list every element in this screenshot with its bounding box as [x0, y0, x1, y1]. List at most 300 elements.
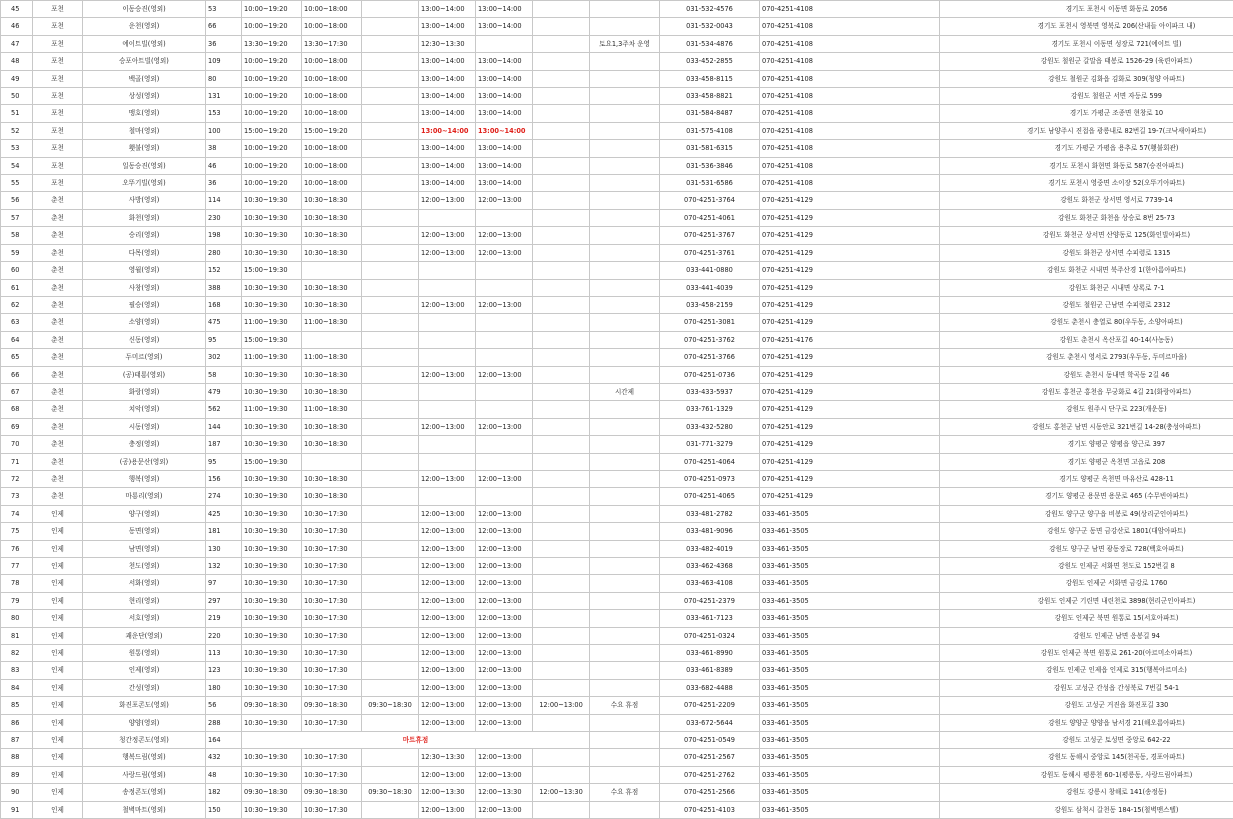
phone-cell: 070-4251-3762 [660, 331, 760, 348]
holiday-hours-cell [362, 105, 419, 122]
row-number: 53 [1, 140, 33, 157]
office-phone-cell: 070-4251-4129 [760, 192, 940, 209]
holiday-hours-cell: 09:30~18:30 [362, 784, 419, 801]
store-name-cell: 천도(영외) [83, 558, 206, 575]
table-row [1, 558, 1233, 575]
weekday-hours-cell: 10:30~19:30 [242, 209, 302, 226]
region-cell: 춘천 [33, 383, 83, 400]
note-cell [590, 453, 660, 470]
note-cell [590, 209, 660, 226]
phone-cell: 033-463-4108 [660, 575, 760, 592]
store-name-cell: 소양(영외) [83, 314, 206, 331]
row-number: 82 [1, 645, 33, 662]
weekday-hours-cell: 10:30~19:30 [242, 766, 302, 783]
address-cell: 강원도 춘천시 옥산포길 40-14(사농동) [940, 331, 1233, 348]
note-cell [590, 401, 660, 418]
count-cell: 153 [206, 105, 242, 122]
office-phone-cell: 070-4251-4108 [760, 140, 940, 157]
weekday-break-cell: 13:00~14:00 [419, 18, 476, 35]
office-phone-cell: 070-4251-4108 [760, 18, 940, 35]
phone-cell: 070-4251-2379 [660, 592, 760, 609]
weekday-hours-cell: 10:30~19:30 [242, 436, 302, 453]
weekday-break-cell: 12:00~13:00 [419, 766, 476, 783]
count-cell: 144 [206, 418, 242, 435]
store-name-cell: 간성(영외) [83, 679, 206, 696]
weekend-hours-cell: 11:00~18:30 [302, 349, 362, 366]
weekend-hours-cell: 10:00~18:00 [302, 88, 362, 105]
holiday-hours-cell [362, 558, 419, 575]
weekday-hours-cell: 11:00~19:30 [242, 314, 302, 331]
phone-cell: 033-461-7123 [660, 610, 760, 627]
holiday-break-cell [533, 209, 590, 226]
holiday-break-cell [533, 1, 590, 18]
address-cell: 강원도 인제군 남면 응봉길 94 [940, 627, 1233, 644]
region-cell: 인제 [33, 784, 83, 801]
table-row [1, 53, 1233, 70]
table-row [1, 575, 1233, 592]
address-cell: 강원도 화천군 상서면 산양동로 125(화인빌아파트) [940, 227, 1233, 244]
table-row [1, 140, 1233, 157]
note-cell [590, 488, 660, 505]
holiday-break-cell [533, 296, 590, 313]
address-cell: 경기도 양평군 옥천면 마유산로 428-11 [940, 470, 1233, 487]
weekend-hours-cell: 10:00~18:00 [302, 175, 362, 192]
table-row [1, 70, 1233, 87]
weekend-hours-cell: 10:00~18:00 [302, 105, 362, 122]
region-cell: 포천 [33, 53, 83, 70]
note-cell [590, 53, 660, 70]
phone-cell: 070-4251-3761 [660, 244, 760, 261]
store-name-cell: 원통(영외) [83, 645, 206, 662]
table-row [1, 157, 1233, 174]
weekday-hours-cell: 10:00~19:20 [242, 88, 302, 105]
weekend-break-cell: 13:00~14:00 [476, 70, 533, 87]
weekend-break-cell [476, 209, 533, 226]
region-cell: 포천 [33, 105, 83, 122]
holiday-break-cell [533, 470, 590, 487]
row-number: 72 [1, 470, 33, 487]
weekend-break-cell: 13:00~14:00 [476, 157, 533, 174]
weekday-hours-cell: 10:30~19:30 [242, 540, 302, 557]
closed-notice-cell: 마트휴점 [242, 732, 590, 749]
region-cell: 춘천 [33, 418, 83, 435]
row-number: 90 [1, 784, 33, 801]
note-cell [590, 436, 660, 453]
weekend-break-cell: 12:00~13:00 [476, 505, 533, 522]
store-name-cell: 에이트빌(영외) [83, 35, 206, 52]
holiday-hours-cell [362, 70, 419, 87]
weekend-hours-cell: 10:30~17:30 [302, 766, 362, 783]
region-cell: 인제 [33, 523, 83, 540]
phone-cell: 033-432-5280 [660, 418, 760, 435]
office-phone-cell: 033-461-3505 [760, 801, 940, 818]
store-name-cell: 괘운단(영외) [83, 627, 206, 644]
holiday-break-cell [533, 35, 590, 52]
store-name-cell: 상성(영외) [83, 88, 206, 105]
row-number: 83 [1, 662, 33, 679]
weekday-hours-cell: 10:30~19:30 [242, 575, 302, 592]
store-name-cell: 두미르(영외) [83, 349, 206, 366]
note-cell [590, 122, 660, 139]
store-name-cell: 철마(영외) [83, 122, 206, 139]
weekend-break-cell: 12:00~13:00 [476, 418, 533, 435]
weekend-break-cell: 12:00~13:00 [476, 714, 533, 731]
count-cell: 113 [206, 645, 242, 662]
weekend-break-cell [476, 331, 533, 348]
count-cell: 180 [206, 679, 242, 696]
table-row [1, 453, 1233, 470]
holiday-hours-cell [362, 366, 419, 383]
weekend-break-cell: 12:00~13:00 [476, 227, 533, 244]
weekday-hours-cell: 10:30~19:30 [242, 627, 302, 644]
weekend-hours-cell: 10:30~17:30 [302, 645, 362, 662]
region-cell: 포천 [33, 122, 83, 139]
row-number: 79 [1, 592, 33, 609]
address-cell: 강원도 동해시 중앙로 145(천곡동, 경포아파트) [940, 749, 1233, 766]
weekday-break-cell: 12:00~13:00 [419, 244, 476, 261]
table-row [1, 418, 1233, 435]
weekday-break-cell: 12:00~13:00 [419, 540, 476, 557]
weekend-break-cell [476, 436, 533, 453]
phone-cell: 070-4251-2567 [660, 749, 760, 766]
office-phone-cell: 070-4251-4108 [760, 53, 940, 70]
address-cell: 경기도 양평군 용문면 용문로 465 (수무빈아파트) [940, 488, 1233, 505]
note-cell [590, 279, 660, 296]
weekday-hours-cell: 10:30~19:30 [242, 592, 302, 609]
weekday-hours-cell: 11:00~19:30 [242, 401, 302, 418]
address-cell: 강원도 춘천시 영서로 2793(우두동, 두미르마을) [940, 349, 1233, 366]
holiday-break-cell [533, 749, 590, 766]
holiday-break-cell [533, 436, 590, 453]
weekend-hours-cell: 10:30~17:30 [302, 679, 362, 696]
note-cell [590, 175, 660, 192]
row-number: 78 [1, 575, 33, 592]
region-cell: 춘천 [33, 453, 83, 470]
region-cell: 춘천 [33, 331, 83, 348]
weekday-break-cell: 12:00~13:30 [419, 784, 476, 801]
row-number: 60 [1, 262, 33, 279]
holiday-break-cell [533, 540, 590, 557]
weekday-hours-cell: 10:30~19:30 [242, 296, 302, 313]
weekend-break-cell: 12:00~13:00 [476, 523, 533, 540]
weekend-hours-cell [302, 262, 362, 279]
note-cell [590, 192, 660, 209]
count-cell: 219 [206, 610, 242, 627]
table-row [1, 766, 1233, 783]
count-cell: 274 [206, 488, 242, 505]
weekend-hours-cell: 10:30~17:30 [302, 592, 362, 609]
region-cell: 포천 [33, 70, 83, 87]
weekend-hours-cell: 10:30~17:30 [302, 749, 362, 766]
store-name-cell: 영월(영외) [83, 262, 206, 279]
weekday-break-cell: 12:00~13:00 [419, 192, 476, 209]
note-cell: 토요1,3주차 운영 [590, 35, 660, 52]
holiday-hours-cell [362, 279, 419, 296]
weekend-break-cell: 13:00~14:00 [476, 175, 533, 192]
note-cell [590, 418, 660, 435]
row-number: 64 [1, 331, 33, 348]
weekday-break-cell: 12:00~13:00 [419, 366, 476, 383]
weekend-hours-cell: 10:30~18:30 [302, 383, 362, 400]
row-number: 75 [1, 523, 33, 540]
row-number: 50 [1, 88, 33, 105]
address-cell: 강원도 양구군 동면 금강산로 1801(대암아파트) [940, 523, 1233, 540]
count-cell: 156 [206, 470, 242, 487]
table-row [1, 697, 1233, 714]
office-phone-cell: 033-461-3505 [760, 523, 940, 540]
store-name-cell: 청간정콘도(영외) [83, 732, 206, 749]
weekend-break-cell: 12:00~13:00 [476, 592, 533, 609]
note-cell [590, 645, 660, 662]
weekday-hours-cell: 09:30~18:30 [242, 784, 302, 801]
phone-cell: 070-4251-0324 [660, 627, 760, 644]
store-name-cell: 일동승진(영외) [83, 157, 206, 174]
weekday-break-cell: 12:00~13:00 [419, 523, 476, 540]
weekday-break-cell: 12:00~13:00 [419, 714, 476, 731]
count-cell: 80 [206, 70, 242, 87]
phone-cell: 031-584-8487 [660, 105, 760, 122]
weekend-break-cell: 13:00~14:00 [476, 140, 533, 157]
phone-cell: 031-531-6586 [660, 175, 760, 192]
address-cell: 강원도 인제군 북면 원통로 261-20(아르미소아파트) [940, 645, 1233, 662]
holiday-hours-cell [362, 766, 419, 783]
store-name-cell: (공)태룡(영외) [83, 366, 206, 383]
count-cell: 48 [206, 766, 242, 783]
weekend-hours-cell: 10:00~18:00 [302, 1, 362, 18]
table-row [1, 662, 1233, 679]
address-cell: 경기도 가평군 조종면 현창로 10 [940, 105, 1233, 122]
store-name-cell: (공)용문산(영외) [83, 453, 206, 470]
row-number: 73 [1, 488, 33, 505]
weekday-hours-cell: 10:00~19:20 [242, 18, 302, 35]
weekday-hours-cell: 10:30~19:30 [242, 192, 302, 209]
store-name-cell: 양양(영외) [83, 714, 206, 731]
office-phone-cell: 033-461-3505 [760, 697, 940, 714]
holiday-hours-cell [362, 122, 419, 139]
store-name-cell: 사랑드림(영외) [83, 766, 206, 783]
weekend-break-cell: 12:00~13:30 [476, 784, 533, 801]
holiday-break-cell: 12:00~13:00 [533, 697, 590, 714]
address-cell: 강원도 철원군 갈말읍 태봉로 1526-29 (육련아파트) [940, 53, 1233, 70]
note-cell [590, 1, 660, 18]
weekday-hours-cell: 10:00~19:20 [242, 105, 302, 122]
table-row [1, 244, 1233, 261]
weekday-break-cell: 12:00~13:00 [419, 645, 476, 662]
note-cell [590, 157, 660, 174]
row-number: 54 [1, 157, 33, 174]
address-cell: 경기도 남양주시 진접읍 광릉내로 82번길 19-7(크낙새아파트) [940, 122, 1233, 139]
store-name-cell: 오뚜기빌(영외) [83, 175, 206, 192]
table-row [1, 192, 1233, 209]
weekend-hours-cell: 10:00~18:00 [302, 18, 362, 35]
weekend-hours-cell: 10:00~18:00 [302, 53, 362, 70]
table-row [1, 209, 1233, 226]
office-phone-cell: 070-4251-4129 [760, 244, 940, 261]
phone-cell: 070-4251-4103 [660, 801, 760, 818]
holiday-break-cell [533, 610, 590, 627]
phone-cell: 033-441-0880 [660, 262, 760, 279]
address-cell: 강원도 강릉시 창해로 141(송정동) [940, 784, 1233, 801]
store-name-cell: 화천(영외) [83, 209, 206, 226]
address-cell: 강원도 철원군 김화읍 김화로 309(청양 아파트) [940, 70, 1233, 87]
count-cell: 97 [206, 575, 242, 592]
store-name-cell: 철벽마트(영외) [83, 801, 206, 818]
table-row [1, 645, 1233, 662]
weekend-break-cell: 12:00~13:00 [476, 470, 533, 487]
region-cell: 인제 [33, 592, 83, 609]
count-cell: 388 [206, 279, 242, 296]
holiday-hours-cell [362, 610, 419, 627]
office-phone-cell: 033-461-3505 [760, 766, 940, 783]
office-phone-cell: 070-4251-4129 [760, 470, 940, 487]
weekend-hours-cell: 10:30~17:30 [302, 801, 362, 818]
weekend-break-cell [476, 401, 533, 418]
office-phone-cell: 070-4251-4129 [760, 366, 940, 383]
phone-cell: 033-481-2782 [660, 505, 760, 522]
weekday-break-cell: 13:00~14:00 [419, 122, 476, 139]
holiday-hours-cell [362, 18, 419, 35]
phone-cell: 070-4251-0549 [660, 732, 760, 749]
weekday-break-cell [419, 488, 476, 505]
store-name-cell: 화랑(영외) [83, 383, 206, 400]
office-phone-cell: 033-461-3505 [760, 662, 940, 679]
weekend-break-cell: 12:00~13:00 [476, 749, 533, 766]
region-cell: 춘천 [33, 192, 83, 209]
weekend-hours-cell: 10:30~17:30 [302, 610, 362, 627]
address-cell: 강원도 인제군 북면 원통로 15(서호아파트) [940, 610, 1233, 627]
table-row [1, 401, 1233, 418]
address-cell: 강원도 양구군 남면 광동장로 728(백호아파트) [940, 540, 1233, 557]
note-cell [590, 331, 660, 348]
holiday-break-cell [533, 766, 590, 783]
note-cell [590, 296, 660, 313]
table-row [1, 592, 1233, 609]
weekend-break-cell: 12:00~13:00 [476, 366, 533, 383]
weekend-break-cell: 13:00~14:00 [476, 88, 533, 105]
weekday-hours-cell: 10:00~19:20 [242, 157, 302, 174]
weekday-break-cell [419, 279, 476, 296]
region-cell: 춘천 [33, 401, 83, 418]
weekday-hours-cell: 10:00~19:20 [242, 1, 302, 18]
note-cell [590, 714, 660, 731]
region-cell: 포천 [33, 35, 83, 52]
phone-cell: 033-458-8821 [660, 88, 760, 105]
region-cell: 춘천 [33, 244, 83, 261]
note-cell [590, 314, 660, 331]
office-phone-cell: 070-4251-4129 [760, 349, 940, 366]
region-cell: 포천 [33, 18, 83, 35]
weekend-hours-cell: 10:30~17:30 [302, 558, 362, 575]
weekend-hours-cell: 10:30~17:30 [302, 627, 362, 644]
office-phone-cell: 070-4251-4108 [760, 1, 940, 18]
count-cell: 53 [206, 1, 242, 18]
row-number: 69 [1, 418, 33, 435]
weekday-hours-cell: 10:30~19:30 [242, 645, 302, 662]
region-cell: 포천 [33, 175, 83, 192]
region-cell: 인제 [33, 697, 83, 714]
holiday-hours-cell [362, 662, 419, 679]
office-phone-cell: 033-461-3505 [760, 540, 940, 557]
holiday-break-cell [533, 383, 590, 400]
weekend-hours-cell: 10:30~17:30 [302, 575, 362, 592]
count-cell: 181 [206, 523, 242, 540]
table-row [1, 122, 1233, 139]
holiday-break-cell [533, 401, 590, 418]
row-number: 80 [1, 610, 33, 627]
table-row [1, 540, 1233, 557]
note-cell [590, 662, 660, 679]
weekend-break-cell [476, 279, 533, 296]
holiday-hours-cell [362, 523, 419, 540]
region-cell: 춘천 [33, 436, 83, 453]
address-cell: 강원도 인제군 기린면 내린천로 3898(현리군인아파트) [940, 592, 1233, 609]
note-cell [590, 523, 660, 540]
address-cell: 강원도 원주시 단구로 223(개운동) [940, 401, 1233, 418]
address-cell: 강원도 양양군 양양읍 남서경 21(해오름아파트) [940, 714, 1233, 731]
holiday-break-cell [533, 331, 590, 348]
phone-cell: 033-761-1329 [660, 401, 760, 418]
weekday-break-cell [419, 262, 476, 279]
weekday-hours-cell: 10:30~19:30 [242, 488, 302, 505]
store-name-cell: 마룡리(영외) [83, 488, 206, 505]
office-phone-cell: 070-4251-4108 [760, 157, 940, 174]
weekend-break-cell: 12:00~13:00 [476, 575, 533, 592]
store-name-cell: 다목(영외) [83, 244, 206, 261]
count-cell: 150 [206, 801, 242, 818]
weekend-hours-cell [302, 453, 362, 470]
note-cell [590, 366, 660, 383]
phone-cell: 033-462-4368 [660, 558, 760, 575]
weekday-break-cell [419, 314, 476, 331]
table-row [1, 679, 1233, 696]
weekday-break-cell: 13:00~14:00 [419, 88, 476, 105]
count-cell: 164 [206, 732, 242, 749]
holiday-break-cell [533, 714, 590, 731]
holiday-hours-cell [362, 140, 419, 157]
table-row [1, 296, 1233, 313]
address-cell: 경기도 포천시 이동면 화동로 2056 [940, 1, 1233, 18]
note-cell [590, 558, 660, 575]
region-cell: 인제 [33, 662, 83, 679]
region-cell: 인제 [33, 645, 83, 662]
weekend-break-cell: 13:00~14:00 [476, 53, 533, 70]
store-name-cell: 필승(영외) [83, 296, 206, 313]
holiday-hours-cell [362, 53, 419, 70]
phone-cell: 070-4251-2762 [660, 766, 760, 783]
weekday-hours-cell: 10:30~19:30 [242, 523, 302, 540]
row-number: 68 [1, 401, 33, 418]
address-cell: 강원도 화천군 상서면 수피령로 1315 [940, 244, 1233, 261]
weekday-hours-cell: 10:30~19:30 [242, 227, 302, 244]
holiday-hours-cell [362, 349, 419, 366]
weekend-hours-cell: 10:30~18:30 [302, 244, 362, 261]
weekend-break-cell: 12:00~13:00 [476, 766, 533, 783]
weekday-hours-cell: 10:30~19:30 [242, 749, 302, 766]
weekend-break-cell: 12:00~13:00 [476, 296, 533, 313]
holiday-break-cell [533, 105, 590, 122]
weekday-hours-cell: 10:30~19:30 [242, 505, 302, 522]
note-cell [590, 575, 660, 592]
weekday-hours-cell: 13:30~19:20 [242, 35, 302, 52]
table-row [1, 505, 1233, 522]
table-row [1, 88, 1233, 105]
weekday-hours-cell: 10:30~19:30 [242, 470, 302, 487]
phone-cell: 070-4251-2566 [660, 784, 760, 801]
store-name-cell: 현리(영외) [83, 592, 206, 609]
count-cell: 36 [206, 35, 242, 52]
weekend-hours-cell: 09:30~18:30 [302, 697, 362, 714]
table-row [1, 175, 1233, 192]
